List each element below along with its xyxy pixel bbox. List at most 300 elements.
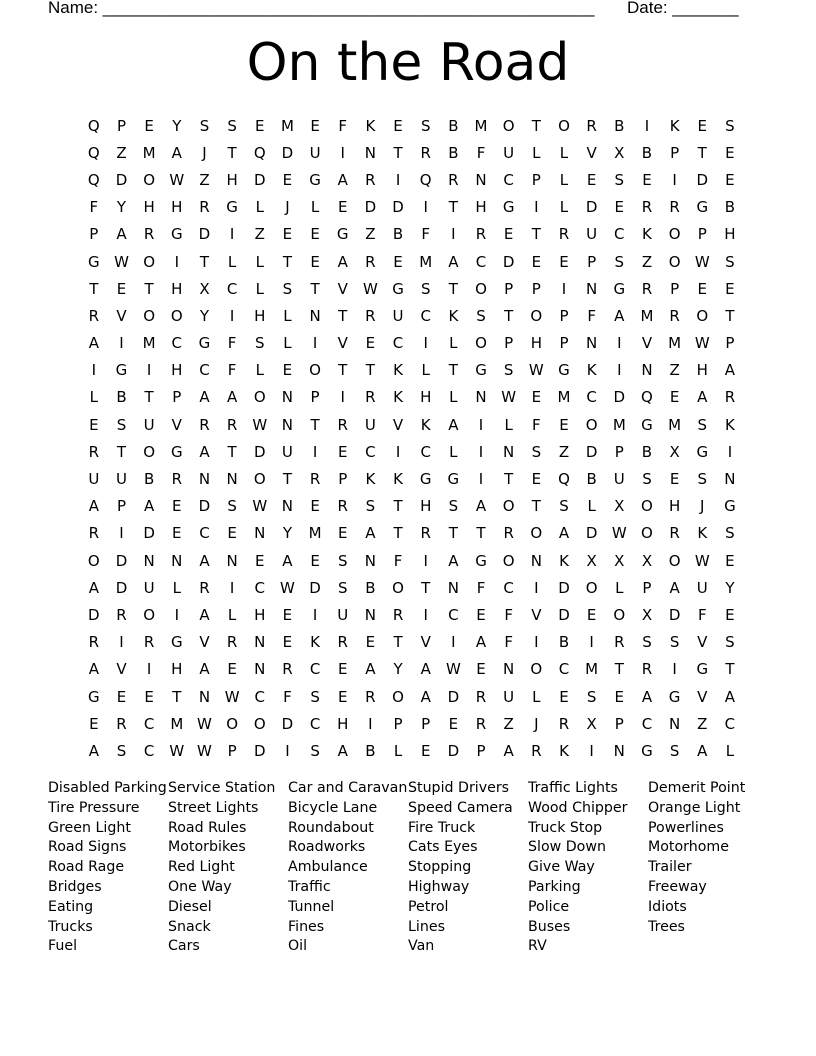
grid-letter: J xyxy=(285,198,290,217)
grid-letter: V xyxy=(337,279,348,298)
grid-letter: W xyxy=(252,415,268,434)
grid-letter: C xyxy=(143,714,155,733)
grid-letter: I xyxy=(561,279,567,298)
grid-letter: T xyxy=(227,143,237,162)
grid-letter: D xyxy=(198,225,211,244)
grid-letter: E xyxy=(337,524,348,543)
grid-letter: I xyxy=(312,442,318,461)
grid-letter: I xyxy=(91,361,97,380)
grid-letter: L xyxy=(615,578,624,597)
grid-letter: U xyxy=(364,415,376,434)
word-item: Cats Eyes xyxy=(408,839,478,856)
grid-letter: T xyxy=(531,497,541,516)
grid-letter: G xyxy=(170,225,183,244)
grid-row xyxy=(80,357,744,384)
grid-letter: Y xyxy=(172,116,182,135)
grid-letter: I xyxy=(672,170,677,189)
grid-letter: A xyxy=(641,687,653,706)
grid-letter: O xyxy=(143,605,156,624)
grid-letter: Z xyxy=(558,442,570,461)
grid-letter: R xyxy=(558,225,570,244)
grid-letter: P xyxy=(614,714,624,733)
grid-letter: O xyxy=(253,714,266,733)
grid-letter: U xyxy=(143,578,155,597)
grid-letter: O xyxy=(641,524,653,543)
grid-letter: G xyxy=(475,361,487,380)
grid-letter: M xyxy=(280,116,294,135)
grid-letter: V xyxy=(531,605,542,624)
grid-letter: G xyxy=(475,551,487,570)
word-item: Fines xyxy=(288,918,325,935)
grid-letter: E xyxy=(586,605,597,624)
grid-letter: B xyxy=(116,388,127,407)
grid-letter: N xyxy=(641,361,653,380)
word-item: Speed Camera xyxy=(408,799,513,816)
grid-letter: K xyxy=(642,225,652,244)
grid-letter: W xyxy=(197,741,212,760)
grid-letter: S xyxy=(199,116,210,135)
grid-letter: M xyxy=(170,714,184,733)
grid-letter: E xyxy=(725,279,735,298)
grid-letter: I xyxy=(229,306,235,325)
grid-letter: X xyxy=(614,497,625,516)
grid-letter: R xyxy=(475,687,487,706)
grid-letter: N xyxy=(364,605,376,624)
grid-letter: U xyxy=(503,143,515,162)
grid-letter: T xyxy=(448,524,458,543)
word-item: Demerit Point xyxy=(648,780,746,796)
grid-letter: Y xyxy=(199,306,210,325)
word-item: Van xyxy=(408,938,435,955)
grid-letter: W xyxy=(501,388,517,407)
grid-letter: I xyxy=(119,633,124,652)
word-item: Eating xyxy=(48,898,94,915)
grid-letter: M xyxy=(585,660,599,679)
grid-letter: A xyxy=(558,524,570,543)
grid-letter: I xyxy=(478,415,484,434)
grid-letter: E xyxy=(172,497,182,516)
grid-letter: I xyxy=(146,660,152,679)
grid-letter: E xyxy=(725,143,735,162)
grid-letter: K xyxy=(697,524,708,543)
grid-letter: W xyxy=(611,524,627,543)
grid-letter: L xyxy=(559,170,569,189)
grid-letter: E xyxy=(337,687,348,706)
grid-letter: K xyxy=(393,470,403,489)
grid-letter: S xyxy=(255,334,265,353)
grid-letter: A xyxy=(365,524,376,543)
grid-letter: U xyxy=(115,470,127,489)
grid-letter: R xyxy=(199,415,210,434)
word-item: Street Lights xyxy=(168,799,259,816)
grid-letter: Y xyxy=(282,524,292,543)
word-item: Trucks xyxy=(48,918,93,935)
grid-letter: N xyxy=(613,741,625,760)
grid-letter: C xyxy=(448,605,459,624)
grid-letter: G xyxy=(392,279,404,298)
grid-letter: S xyxy=(420,279,431,298)
grid-letter: A xyxy=(724,361,736,380)
grid-letter: D xyxy=(558,605,570,624)
grid-letter: W xyxy=(197,714,212,733)
grid-letter: B xyxy=(392,225,404,244)
grid-letter: G xyxy=(170,633,183,652)
grid-letter: C xyxy=(641,714,653,733)
grid-letter: L xyxy=(89,388,98,407)
grid-row xyxy=(80,438,744,465)
grid-letter: A xyxy=(365,660,376,679)
grid-letter: T xyxy=(393,497,403,516)
grid-letter: Q xyxy=(253,143,266,162)
grid-letter: Z xyxy=(697,714,708,733)
grid-letter: P xyxy=(476,741,486,760)
word-item: Green Light xyxy=(48,819,131,836)
grid-letter: I xyxy=(451,633,456,652)
grid-letter: C xyxy=(365,442,376,461)
grid-letter: I xyxy=(727,442,733,461)
grid-letter: D xyxy=(115,578,128,597)
grid-letter: O xyxy=(502,497,515,516)
grid-letter: J xyxy=(700,497,705,516)
word-item: Petrol xyxy=(408,898,449,915)
grid-letter: O xyxy=(475,279,487,298)
grid-letter: O xyxy=(253,470,266,489)
grid-letter: P xyxy=(116,116,126,135)
grid-letter: T xyxy=(144,279,154,298)
grid-letter: T xyxy=(116,442,127,461)
word-item: Ambulance xyxy=(288,859,368,876)
grid-letter: V xyxy=(420,633,431,652)
grid-letter: Z xyxy=(641,252,653,271)
grid-letter: G xyxy=(696,660,709,679)
grid-row xyxy=(80,112,744,139)
grid-letter: D xyxy=(253,442,266,461)
grid-letter: E xyxy=(725,551,735,570)
grid-letter: A xyxy=(199,388,210,407)
grid-letter: V xyxy=(199,633,210,652)
grid-letter: W xyxy=(114,252,129,271)
word-item: Stupid Drivers xyxy=(408,780,510,796)
grid-letter: A xyxy=(448,252,459,271)
grid-row xyxy=(80,629,744,656)
grid-letter: T xyxy=(282,252,292,271)
page-title: On the Road xyxy=(246,33,570,93)
grid-letter: I xyxy=(478,470,484,489)
grid-letter: N xyxy=(447,578,459,597)
grid-letter: R xyxy=(448,170,459,189)
grid-letter: G xyxy=(115,361,128,380)
grid-row xyxy=(80,248,744,275)
grid-letter: E xyxy=(172,524,182,543)
grid-letter: W xyxy=(694,334,710,353)
grid-letter: E xyxy=(282,633,293,652)
grid-letter: S xyxy=(725,116,735,135)
grid-letter: O xyxy=(170,306,183,325)
grid-letter: K xyxy=(448,306,459,325)
grid-letter: A xyxy=(475,633,487,652)
grid-letter: R xyxy=(365,170,376,189)
grid-letter: R xyxy=(669,198,680,217)
grid-letter: O xyxy=(143,442,156,461)
grid-letter: F xyxy=(393,551,403,570)
grid-row xyxy=(80,411,744,438)
grid-letter: A xyxy=(337,741,348,760)
grid-letter: S xyxy=(282,279,293,298)
grid-letter: R xyxy=(531,741,542,760)
grid-letter: A xyxy=(614,306,625,325)
grid-letter: L xyxy=(532,687,541,706)
grid-letter: R xyxy=(475,225,487,244)
grid-letter: V xyxy=(116,660,127,679)
grid-letter: E xyxy=(337,198,348,217)
grid-letter: M xyxy=(557,388,571,407)
grid-letter: F xyxy=(587,306,596,325)
grid-letter: D xyxy=(309,578,321,597)
grid-row xyxy=(80,547,744,574)
grid-letter: S xyxy=(642,470,652,489)
grid-letter: O xyxy=(530,306,543,325)
grid-letter: O xyxy=(392,578,404,597)
grid-letter: O xyxy=(530,660,543,679)
grid-letter: G xyxy=(724,497,736,516)
grid-letter: C xyxy=(143,741,155,760)
grid-letter: F xyxy=(421,225,431,244)
grid-letter: C xyxy=(503,170,514,189)
grid-letter: S xyxy=(448,497,459,516)
grid-letter: D xyxy=(502,252,515,271)
grid-letter: H xyxy=(475,198,487,217)
grid-letter: E xyxy=(227,660,237,679)
grid-letter: T xyxy=(476,524,486,543)
grid-letter: Q xyxy=(87,143,100,162)
grid-letter: R xyxy=(641,279,653,298)
grid-letter: O xyxy=(143,252,156,271)
grid-letter: L xyxy=(227,252,237,271)
grid-letter: W xyxy=(694,252,710,271)
grid-letter: E xyxy=(310,116,320,135)
grid-letter: K xyxy=(669,116,680,135)
word-item: Wood Chipper xyxy=(528,799,628,816)
grid-letter: E xyxy=(697,279,707,298)
grid-letter: R xyxy=(669,524,680,543)
grid-letter: P xyxy=(531,279,541,298)
grid-letter: O xyxy=(668,252,681,271)
grid-letter: E xyxy=(586,170,597,189)
grid-letter: X xyxy=(641,551,653,570)
grid-letter: C xyxy=(199,524,210,543)
grid-letter: T xyxy=(338,361,348,380)
grid-letter: W xyxy=(280,578,295,597)
grid-letter: N xyxy=(364,551,376,570)
grid-letter: H xyxy=(530,334,542,353)
word-item: Trailer xyxy=(648,859,692,876)
grid-letter: S xyxy=(227,116,237,135)
grid-letter: K xyxy=(559,741,569,760)
word-item: Red Light xyxy=(168,859,235,876)
grid-letter: S xyxy=(365,497,376,516)
grid-letter: C xyxy=(475,252,487,271)
grid-letter: V xyxy=(116,306,127,325)
grid-letter: I xyxy=(174,252,180,271)
word-item: Tire Pressure xyxy=(48,799,140,816)
grid-letter: O xyxy=(641,497,653,516)
grid-letter: H xyxy=(171,660,183,679)
word-item: Road Signs xyxy=(48,839,127,856)
grid-letter: T xyxy=(310,415,320,434)
grid-letter: P xyxy=(504,279,514,298)
grid-letter: N xyxy=(171,551,183,570)
grid-letter: P xyxy=(421,714,431,733)
grid-letter: U xyxy=(88,470,100,489)
grid-letter: R xyxy=(420,524,431,543)
word-item: Parking xyxy=(528,878,581,895)
grid-letter: S xyxy=(116,741,127,760)
word-item: Lines xyxy=(408,918,445,935)
grid-letter: N xyxy=(530,551,542,570)
grid-letter: C xyxy=(558,660,570,679)
grid-letter: U xyxy=(281,442,293,461)
grid-letter: T xyxy=(725,660,735,679)
grid-letter: R xyxy=(392,605,404,624)
grid-letter: H xyxy=(420,388,432,407)
grid-letter: E xyxy=(282,225,293,244)
grid-letter: R xyxy=(337,415,348,434)
grid-letter: V xyxy=(697,633,708,652)
grid-letter: U xyxy=(613,470,625,489)
grid-letter: T xyxy=(365,361,375,380)
grid-letter: I xyxy=(589,741,594,760)
grid-letter: S xyxy=(310,687,320,706)
grid-letter: T xyxy=(89,279,99,298)
letter-grid xyxy=(80,112,744,765)
grid-letter: B xyxy=(365,578,376,597)
grid-letter: P xyxy=(227,741,237,760)
grid-letter: A xyxy=(116,225,127,244)
grid-letter: E xyxy=(282,605,293,624)
grid-letter: O xyxy=(585,578,598,597)
grid-letter: S xyxy=(725,524,735,543)
grid-letter: H xyxy=(420,497,432,516)
grid-row xyxy=(80,683,744,710)
grid-letter: S xyxy=(420,116,431,135)
word-item: One Way xyxy=(168,878,232,895)
grid-letter: H xyxy=(171,361,183,380)
grid-row xyxy=(80,330,744,357)
grid-letter: L xyxy=(227,605,237,624)
grid-letter: I xyxy=(395,442,401,461)
grid-letter: K xyxy=(559,551,569,570)
grid-letter: T xyxy=(504,306,514,325)
grid-letter: G xyxy=(696,198,709,217)
grid-letter: C xyxy=(724,714,736,733)
grid-letter: J xyxy=(534,714,539,733)
grid-letter: C xyxy=(586,388,597,407)
grid-letter: R xyxy=(199,578,210,597)
grid-letter: E xyxy=(337,660,348,679)
grid-letter: D xyxy=(281,714,294,733)
grid-letter: R xyxy=(420,143,431,162)
grid-letter: R xyxy=(337,633,348,652)
grid-letter: M xyxy=(612,415,626,434)
grid-letter: D xyxy=(392,198,404,217)
grid-letter: I xyxy=(644,116,650,135)
grid-letter: A xyxy=(199,605,210,624)
grid-letter: W xyxy=(445,660,461,679)
grid-letter: I xyxy=(423,198,428,217)
grid-letter: H xyxy=(724,225,736,244)
grid-letter: E xyxy=(559,687,569,706)
grid-letter: D xyxy=(253,741,266,760)
grid-letter: E xyxy=(531,388,542,407)
word-item: Road Rage xyxy=(48,859,125,876)
grid-letter: O xyxy=(585,415,598,434)
grid-letter: A xyxy=(199,551,210,570)
grid-letter: N xyxy=(198,687,211,706)
grid-letter: I xyxy=(534,198,539,217)
grid-letter: E xyxy=(116,687,127,706)
date-field: Date: _______ xyxy=(627,0,739,17)
word-item: Roadworks xyxy=(288,839,366,856)
grid-letter: O xyxy=(87,551,100,570)
grid-letter: S xyxy=(642,633,652,652)
grid-letter: N xyxy=(281,388,294,407)
grid-letter: A xyxy=(475,497,487,516)
grid-letter: A xyxy=(503,741,514,760)
grid-letter: A xyxy=(226,388,238,407)
grid-letter: C xyxy=(309,660,321,679)
grid-letter: F xyxy=(476,143,486,162)
grid-letter: I xyxy=(395,170,401,189)
grid-letter: M xyxy=(474,116,488,135)
grid-letter: W xyxy=(169,170,185,189)
grid-letter: G xyxy=(641,415,653,434)
word-item: Traffic Lights xyxy=(528,780,618,796)
grid-row xyxy=(80,275,744,302)
grid-letter: G xyxy=(696,442,709,461)
grid-letter: P xyxy=(531,170,541,189)
grid-letter: F xyxy=(227,334,237,353)
grid-letter: N xyxy=(198,470,211,489)
grid-letter: L xyxy=(559,198,569,217)
word-item: Cars xyxy=(168,938,200,955)
grid-letter: G xyxy=(419,470,432,489)
grid-letter: M xyxy=(308,524,322,543)
grid-letter: I xyxy=(174,605,180,624)
grid-letter: K xyxy=(393,361,403,380)
grid-letter: U xyxy=(143,415,155,434)
grid-letter: P xyxy=(725,334,735,353)
grid-letter: E xyxy=(365,633,376,652)
grid-letter: X xyxy=(586,714,597,733)
grid-letter: C xyxy=(420,306,431,325)
grid-letter: V xyxy=(171,415,182,434)
grid-letter: Q xyxy=(558,470,570,489)
grid-letter: B xyxy=(143,470,155,489)
grid-letter: C xyxy=(614,225,625,244)
grid-letter: K xyxy=(420,415,431,434)
grid-letter: O xyxy=(309,361,321,380)
grid-row xyxy=(80,465,744,492)
grid-letter: E xyxy=(310,252,320,271)
word-column xyxy=(408,779,528,957)
grid-letter: B xyxy=(558,633,570,652)
grid-letter: R xyxy=(365,388,376,407)
grid-letter: W xyxy=(252,497,268,516)
grid-letter: E xyxy=(642,170,652,189)
grid-letter: T xyxy=(393,633,403,652)
grid-letter: R xyxy=(641,198,653,217)
grid-letter: G xyxy=(88,687,100,706)
